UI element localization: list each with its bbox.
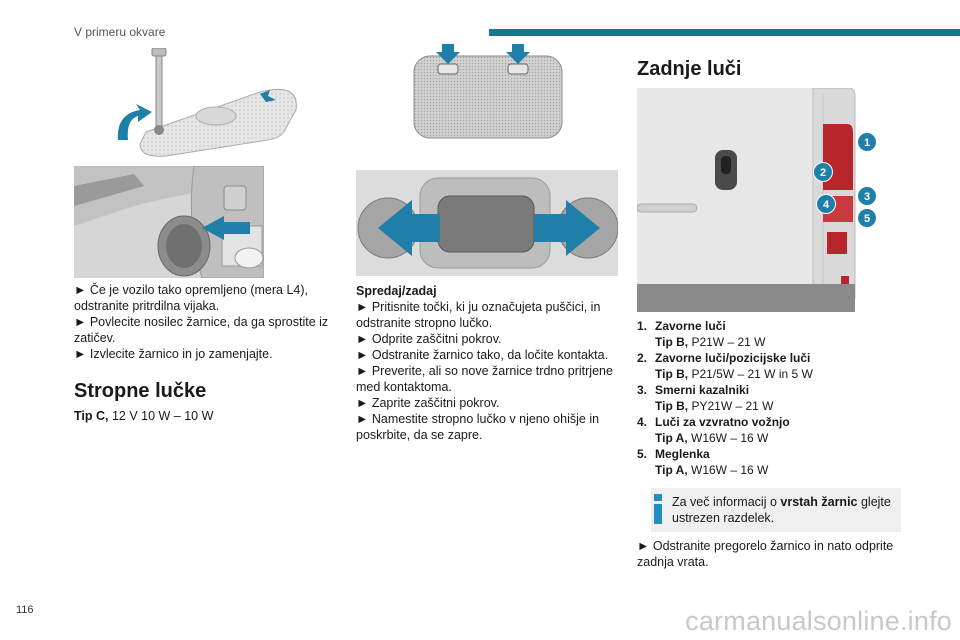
instruction-step: ► Odprite zaščitni pokrov.	[356, 332, 502, 346]
list-item: 5. Meglenka Tip A, W16W – 16 W	[637, 447, 769, 477]
callout-5: 5	[857, 208, 877, 228]
callout-2: 2	[813, 162, 833, 182]
callout-1: 1	[857, 132, 877, 152]
instruction-step: ► Izvlecite žarnico in jo zamenjajte.	[74, 347, 273, 361]
subheading-spredaj-zadaj: Spredaj/zadaj	[356, 284, 437, 298]
heading-zadnje-luci: Zadnje luči	[637, 58, 742, 80]
ceiling-lamp-illustration	[408, 44, 568, 142]
bulb-holder-illustration	[74, 166, 264, 278]
instruction-step: ► Odstranite pregorelo žarnico in nato odprite zadnja vrata.	[637, 539, 894, 569]
instruction-step: ► Pritisnite točki, ki ju označujeta puščici, in odstranite stropno lučko.	[356, 300, 601, 330]
info-text: Za več informacij o vrstah žarnic glejte ustrezen razdelek.	[672, 495, 891, 525]
info-icon	[651, 494, 665, 524]
list-item: 1. Zavorne luči Tip B, P21W – 21 W	[637, 319, 766, 349]
ceiling-bulb-contacts-illustration	[356, 170, 618, 276]
page-number: 116	[16, 604, 34, 616]
bulb-spec: Tip C, 12 V 10 W – 10 W	[74, 409, 214, 423]
list-item: 2. Zavorne luči/pozicijske luči Tip B, P21/5W – 21 W in 5 W	[637, 351, 813, 381]
instruction-step: ► Preverite, ali so nove žarnice trdno pritrjene med kontaktoma.	[356, 364, 613, 394]
instruction-step: ► Namestite stropno lučko v njeno ohišje in poskrbite, da se zapre.	[356, 412, 600, 442]
callout-3: 3	[857, 186, 877, 206]
instruction-step: ► Povlecite nosilec žarnice, da ga sprostite iz zatičev.	[74, 315, 329, 345]
lamp-screw-illustration	[110, 48, 300, 160]
bulb-list	[637, 318, 902, 478]
watermark: carmanualsonline.info	[685, 606, 952, 636]
list-item: 4. Luči za vzvratno vožnjo Tip A, W16W – 16 W	[637, 415, 790, 445]
instruction-step: ► Odstranite žarnico tako, da ločite kontakta.	[356, 348, 609, 362]
heading-stropne-lucke: Stropne lučke	[74, 380, 207, 402]
section-title: V primeru okvare	[74, 25, 166, 39]
callout-4: 4	[816, 194, 836, 214]
instruction-step: ► Zaprite zaščitni pokrov.	[356, 396, 500, 410]
list-item: 3. Smerni kazalniki Tip B, PY21W – 21 W	[637, 383, 774, 413]
header-accent-bar	[489, 29, 960, 36]
instruction-step: ► Če je vozilo tako opremljeno (mera L4), odstranite pritrdilna vijaka.	[74, 283, 308, 313]
